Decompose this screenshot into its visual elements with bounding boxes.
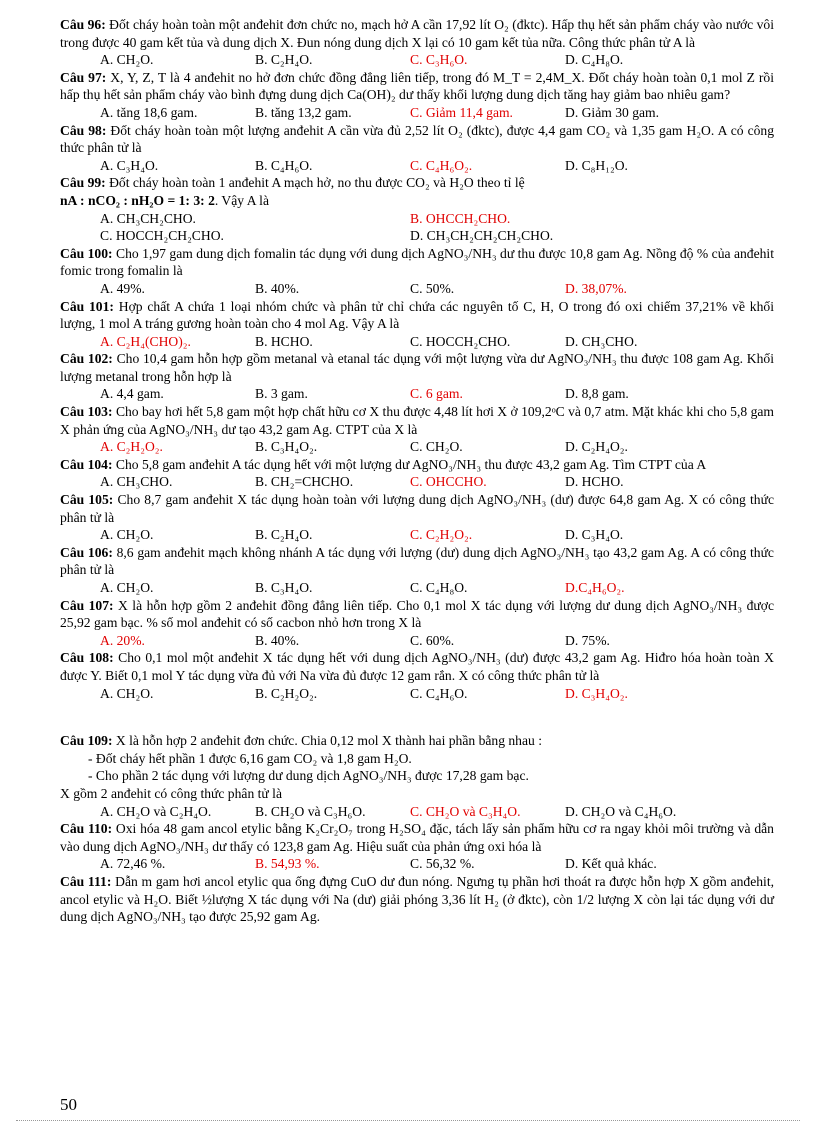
- question-detail: X gồm 2 anđehit có công thức phân tử là: [60, 785, 282, 801]
- option-d-correct: D. 38,07%.: [565, 280, 627, 296]
- option-d: D. CH₃CHO.: [565, 333, 638, 349]
- question-text: X, Y, Z, T là 4 anđehit no hở đơn chức đồng đẳng liên tiếp, trong đó M_T = 2,4M_X. Đốt cháy hoàn toàn 0,1 mol Z rồi hấp thụ hết sản phẩm cháy vào bình đựng dung dịch Ca(OH)₂ dư thấy khối lượng dung dịch tăng hay giảm bao nhiêu gam?: [60, 69, 774, 103]
- answer-options: [60, 333, 774, 351]
- question-99: [60, 174, 774, 192]
- option-b-correct: B. OHCCH₂CHO.: [410, 210, 511, 226]
- option-d: D. C₂H₄O₂.: [565, 439, 628, 455]
- option-b: B. 3 gam.: [255, 386, 308, 402]
- question-text: Cho 10,4 gam hỗn hợp gồm metanal và etanal tác dụng với một lượng vừa dư AgNO₃/NH₃ thu được 108 gam Ag. Khối lượng metanal trong hỗn hợp là: [60, 351, 774, 384]
- option-b: B. C₄H₆O.: [255, 157, 313, 173]
- question-detail: - Cho phần 2 tác dụng với lượng dư dung dịch AgNO₃/NH₃ được 17,28 gam bạc.: [88, 768, 529, 784]
- answer-options: [60, 385, 774, 403]
- option-c: C. HOCCH₂CH₂CHO.: [100, 228, 224, 244]
- question-text: Hợp chất A chứa 1 loại nhóm chức và phân tử chỉ chứa các nguyên tố C, H, O trong đó oxi chiếm 37,21% về khối lượng, 1 mol A tráng gương hoàn toàn cho 4 mol Ag. Vậy A là: [60, 298, 774, 332]
- question-label: Câu 99:: [60, 175, 106, 191]
- option-b: B. C₂H₄O.: [255, 52, 313, 68]
- option-c-correct: C. CH₂O và C₃H₄O.: [410, 803, 521, 819]
- question-109: [60, 732, 774, 750]
- option-c-correct: C. OHCCHO.: [410, 474, 487, 490]
- question-label: Câu 96:: [60, 17, 106, 32]
- answer-options: [60, 227, 774, 245]
- question-label: Câu 107:: [60, 597, 114, 613]
- option-c: C. C₄H₆O.: [410, 685, 468, 701]
- option-d: D. 8,8 gam.: [565, 386, 629, 402]
- question-107: [60, 597, 774, 632]
- footer-divider: [16, 1120, 800, 1121]
- option-c-correct: C. C₄H₆O₂.: [410, 157, 473, 173]
- option-a: A. CH₂O và C₂H₄O.: [100, 803, 212, 819]
- option-b: B. HCHO.: [255, 333, 313, 349]
- question-label: Câu 110:: [60, 821, 113, 837]
- page-number: 50: [60, 1095, 77, 1114]
- option-a: A. 72,46 %.: [100, 856, 166, 872]
- ratio-line: [60, 192, 774, 210]
- question-label: Câu 103:: [60, 404, 113, 420]
- answer-options: [60, 210, 774, 228]
- question-text: Cho 1,97 gam dung dịch fomalin tác dụng với dung dịch AgNO₃/NH₃ dư thu được 10,8 gam Ag. Nồng độ % của anđehit fomic trong fomalin là: [60, 245, 774, 279]
- answer-options: [60, 632, 774, 650]
- option-c: C. 50%.: [410, 280, 455, 296]
- question-text: X là hỗn hợp 2 anđehit đơn chức. Chia 0,12 mol X thành hai phần bằng nhau :: [115, 733, 542, 749]
- option-a: A. CH₂O.: [100, 527, 154, 543]
- option-b: B. 40%.: [255, 632, 300, 648]
- option-c: C. 60%.: [410, 632, 455, 648]
- question-text: X là hỗn hợp gồm 2 anđehit đồng đẳng liên tiếp. Cho 0,1 mol X tác dụng với lượng dư dung dịch AgNO₃/NH₃ được 25,92 gam bạc. % số mol anđehit có số cacbon nhỏ hơn trong X là: [60, 597, 774, 631]
- option-b: B. C₂H₂O₂.: [255, 685, 318, 701]
- question-text: Cho 0,1 mol một anđehit X tác dụng hết với dung dịch AgNO₃/NH₃ (dư) được 43,2 gam Ag. Hiđro hóa hoàn toàn X được Y. Biết 0,1 mol Y tác dụng vừa đủ với Na vừa đủ được 12 gam rắn. X có công thức phân tử là: [60, 650, 774, 683]
- option-d: D. C₈H₁₂O.: [565, 157, 628, 173]
- option-c-correct: C. Giảm 11,4 gam.: [410, 104, 513, 120]
- question-label: Câu 111:: [60, 873, 112, 889]
- question-label: Câu 102:: [60, 351, 113, 367]
- question-text: Cho 5,8 gam anđehit A tác dụng hết với một lượng dư AgNO₃/NH₃ thu được 43,2 gam Ag. Tìm CTPT của A: [115, 456, 707, 472]
- answer-options: [60, 104, 774, 122]
- option-a: A. CH₂O.: [100, 580, 154, 595]
- option-a-correct: A. C₂H₂O₂.: [100, 439, 163, 455]
- option-b: B. tăng 13,2 gam.: [255, 104, 352, 120]
- question-96: [60, 16, 774, 51]
- option-b: B. C₃H₄O.: [255, 580, 313, 595]
- question-text: Đốt cháy hoàn toàn một anđehit đơn chức no, mạch hở A cần 17,92 lít O₂ (đktc). Hấp thụ hết sản phẩm cháy vào nước vôi trong được 40 gam kết tủa và dung dịch X. Đun nóng dung dịch X lại có 10 gam kết tủa nữa. Công thức phân tử A là: [60, 17, 774, 50]
- option-a: A. CH₃CH₂CHO.: [100, 210, 196, 226]
- answer-options: [60, 685, 774, 703]
- answer-options: [60, 51, 774, 69]
- option-c: C. C₄H₈O.: [410, 580, 468, 595]
- question-label: Câu 109:: [60, 733, 113, 749]
- document-page: [60, 16, 774, 926]
- question-text: Cho bay hơi hết 5,8 gam một hợp chất hữu cơ X thu được 4,48 lít hơi X ở 109,2ᵒC và 0,7 atm. Mặt khác khi cho 5,8 gam X phản ứng của AgNO₃/NH₃ dư tạo 43,2 gam Ag. CTPT của X là: [60, 404, 774, 437]
- question-103: [60, 403, 774, 438]
- question-text: Đốt cháy hoàn toàn một lượng anđehit A cần vừa đủ 2,52 lít O₂ (đktc), được 4,4 gam CO₂ và 1,35 gam H₂O. A có công thức phân tử là: [60, 122, 775, 156]
- question-97: [60, 69, 774, 104]
- question-106: [60, 544, 774, 579]
- ratio-tail: . Vậy A là: [214, 192, 269, 208]
- answer-options: [60, 438, 774, 456]
- question-text: Oxi hóa 48 gam ancol etylic bằng K₂Cr₂O₇ trong H₂SO₄ đặc, tách lấy sản phẩm hữu cơ ra ngay khỏi môi trường và dẫn vào dung dịch AgNO₃/NH₃ dư thấy có 123,8 gam Ag. Hiệu suất của phản ứng oxi hóa là: [60, 821, 774, 854]
- question-105: [60, 491, 774, 526]
- spacer: [60, 702, 774, 732]
- question-101: [60, 298, 774, 333]
- answer-options: [60, 579, 774, 597]
- answer-options: [60, 157, 774, 175]
- question-110: [60, 820, 774, 855]
- option-a-correct: A. 20%.: [100, 632, 145, 648]
- answer-options: [60, 803, 774, 821]
- question-104: [60, 456, 774, 474]
- question-label: Câu 100:: [60, 245, 113, 261]
- option-b: B. C₂H₄O.: [255, 527, 313, 543]
- question-label: Câu 101:: [60, 298, 114, 314]
- option-c-correct: C. 6 gam.: [410, 386, 463, 402]
- option-c-correct: C. C₃H₆O.: [410, 52, 468, 68]
- question-label: Câu 108:: [60, 650, 114, 666]
- option-a: A. CH₂O.: [100, 52, 154, 68]
- option-a: A. CH₃CHO.: [100, 474, 173, 490]
- question-label: Câu 97:: [60, 69, 107, 85]
- option-d: D. CH₃CH₂CH₂CH₂CHO.: [410, 228, 554, 244]
- answer-options: [60, 473, 774, 491]
- option-b-correct: B. 54,93 %.: [255, 856, 320, 872]
- question-label: Câu 104:: [60, 456, 113, 472]
- question-text: 8,6 gam anđehit mạch không nhánh A tác dụng với lượng (dư) dung dịch AgNO₃/NH₃ tạo 43,2 gam Ag. A có công thức phân tử là: [60, 544, 774, 578]
- option-d: D. Giảm 30 gam.: [565, 104, 660, 120]
- option-c-correct: C. C₂H₂O₂.: [410, 527, 473, 543]
- option-c: C. 56,32 %.: [410, 856, 475, 872]
- question-text: Đốt cháy hoàn toàn 1 anđehit A mạch hở, no thu được CO₂ và H₂O theo tỉ lệ: [109, 175, 525, 191]
- question-label: Câu 105:: [60, 492, 114, 508]
- question-100: [60, 245, 774, 280]
- answer-options: [60, 280, 774, 298]
- question-text: Dẫn m gam hơi ancol etylic qua ống đựng CuO dư đun nóng. Ngưng tụ phần hơi thoát ra được hỗn hợp X gồm anđehit, ancol etylic và H₂O. Biết ½lượng X tác dụng với Na (dư) giải phóng 3,36 lít H₂ (ở đktc), còn 1/2 lượng X còn lại tác dụng với dư dung dịch AgNO₃/NH₃ tạo được 25,92 gam Ag.: [60, 873, 774, 925]
- option-d: D. HCHO.: [565, 474, 624, 490]
- answer-options: [60, 526, 774, 544]
- mole-ratio: nA : nCO₂ : nH₂O = 1: 3: 2: [60, 192, 215, 208]
- answer-options: [60, 855, 774, 873]
- question-text: Cho 8,7 gam anđehit X tác dụng hoàn toàn với lượng dung dịch AgNO₃/NH₃ (dư) được 64,8 gam Ag. X có công thức phân tử là: [60, 492, 774, 525]
- option-d: D. C₄H₈O.: [565, 52, 624, 68]
- option-a: A. 49%.: [100, 280, 145, 296]
- option-d-correct: D.C₄H₆O₂.: [565, 580, 625, 595]
- question-111: [60, 873, 774, 926]
- option-b: B. CH₂=CHCHO.: [255, 474, 354, 490]
- option-d-correct: D. C₃H₄O₂.: [565, 685, 628, 701]
- option-c: C. HOCCH₂CHO.: [410, 333, 511, 349]
- option-a: A. CH₂O.: [100, 685, 154, 701]
- option-d: D. 75%.: [565, 632, 610, 648]
- option-d: D. Kết quả khác.: [565, 856, 657, 872]
- option-c: C. CH₂O.: [410, 439, 463, 455]
- option-d: D. C₃H₄O.: [565, 527, 624, 543]
- option-b: B. 40%.: [255, 280, 300, 296]
- option-a: A. 4,4 gam.: [100, 386, 164, 402]
- question-102: [60, 350, 774, 385]
- question-108: [60, 649, 774, 684]
- question-label: Câu 106:: [60, 544, 113, 560]
- option-a: A. tăng 18,6 gam.: [100, 104, 198, 120]
- option-d: D. CH₂O và C₄H₆O.: [565, 803, 677, 819]
- question-98: [60, 122, 774, 157]
- option-a: A. C₃H₄O.: [100, 157, 159, 173]
- option-b: B. C₃H₄O₂.: [255, 439, 318, 455]
- option-b: B. CH₂O và C₃H₆O.: [255, 803, 366, 819]
- option-a-correct: A. C₂H₄(CHO)₂.: [100, 333, 191, 349]
- question-detail: - Đốt cháy hết phần 1 được 6,16 gam CO₂ và 1,8 gam H₂O.: [88, 750, 412, 766]
- question-label: Câu 98:: [60, 122, 107, 138]
